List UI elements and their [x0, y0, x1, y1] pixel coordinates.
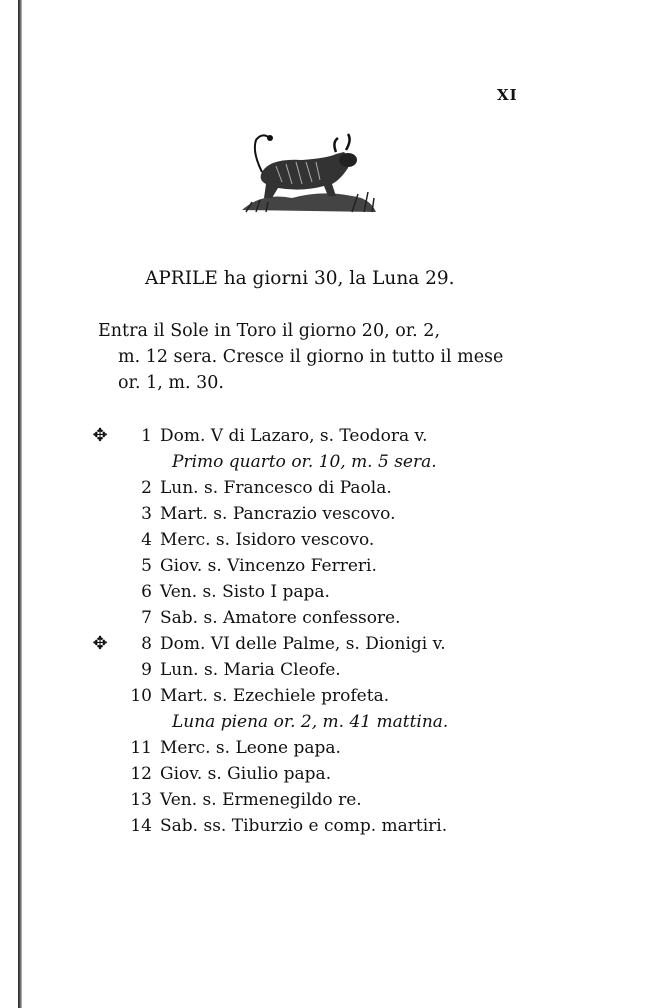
day-entry: Merc. s. Isidoro vescovo. [160, 530, 375, 550]
day-entry: Mart. s. Ezechiele profeta. [160, 686, 390, 706]
calendar-row [90, 787, 530, 813]
moon-phase-row [90, 449, 530, 475]
day-entry: Dom. VI delle Palme, s. Dionigi v. [160, 634, 446, 654]
taurus-bull-icon [232, 122, 382, 222]
day-number: 1 [141, 426, 152, 446]
day-entry: Ven. s. Sisto I papa. [160, 582, 330, 602]
day-entry: Dom. V di Lazaro, s. Teodora v. [160, 426, 428, 446]
day-number: 4 [141, 530, 152, 550]
calendar-row [90, 423, 530, 449]
day-number: 9 [141, 660, 152, 680]
cross-icon: ✥ [92, 425, 108, 446]
calendar-row [90, 683, 530, 709]
day-number: 14 [130, 816, 152, 836]
day-number: 10 [130, 686, 152, 706]
moon-phase-row [90, 709, 530, 735]
intro-line: Entra il Sole in Toro il giorno 20, or. 2, [98, 321, 441, 341]
day-number: 7 [141, 608, 152, 628]
calendar-list [90, 423, 530, 839]
day-number: 5 [141, 556, 152, 576]
cross-icon: ✥ [92, 633, 108, 654]
day-entry: Merc. s. Leone papa. [160, 738, 341, 758]
calendar-row [90, 475, 530, 501]
day-entry: Sab. s. Amatore confessore. [160, 608, 401, 628]
page-number: XI [497, 86, 518, 104]
calendar-row [90, 657, 530, 683]
calendar-row [90, 631, 530, 657]
calendar-row [90, 605, 530, 631]
calendar-row [90, 553, 530, 579]
moon-phase-text: Luna piena or. 2, m. 41 mattina. [172, 712, 449, 732]
month-heading: APRILE ha giorni 30, la Luna 29. [145, 268, 455, 289]
moon-phase-text: Primo quarto or. 10, m. 5 sera. [172, 452, 437, 472]
day-entry: Giov. s. Vincenzo Ferreri. [160, 556, 377, 576]
calendar-row [90, 735, 530, 761]
intro-line: m. 12 sera. Cresce il giorno in tutto il mese [118, 347, 504, 367]
day-entry: Ven. s. Ermenegildo re. [160, 790, 362, 810]
page-binding-edge [18, 0, 22, 1008]
day-number: 6 [141, 582, 152, 602]
day-entry: Mart. s. Pancrazio vescovo. [160, 504, 396, 524]
intro-line: or. 1, m. 30. [118, 373, 224, 393]
calendar-row [90, 813, 530, 839]
month-intro [98, 318, 538, 396]
day-entry: Sab. ss. Tiburzio e comp. martiri. [160, 816, 448, 836]
day-entry: Lun. s. Francesco di Paola. [160, 478, 392, 498]
day-number: 3 [141, 504, 152, 524]
day-number: 12 [130, 764, 152, 784]
day-number: 11 [130, 738, 152, 758]
day-entry: Giov. s. Giulio papa. [160, 764, 332, 784]
day-number: 2 [141, 478, 152, 498]
day-number: 13 [130, 790, 152, 810]
calendar-row [90, 527, 530, 553]
day-entry: Lun. s. Maria Cleofe. [160, 660, 341, 680]
day-number: 8 [141, 634, 152, 654]
calendar-row [90, 579, 530, 605]
calendar-row [90, 501, 530, 527]
calendar-row [90, 761, 530, 787]
